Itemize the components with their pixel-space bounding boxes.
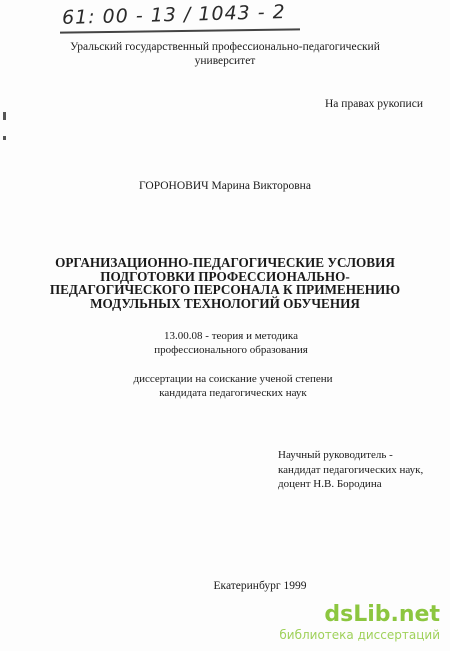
supervisor-line-2: кандидат педагогических наук, xyxy=(278,463,424,476)
university-line-2: университет xyxy=(194,55,256,67)
title-line-2: ПОДГОТОВКИ ПРОФЕССИОНАЛЬНО- xyxy=(100,268,350,284)
specialty-line-2: профессионального образования xyxy=(154,343,308,356)
city-year: Екатеринбург 1999 xyxy=(213,580,307,592)
supervisor-line-1: Научный руководитель - xyxy=(278,449,393,461)
scientific-supervisor xyxy=(278,448,423,492)
author-name: ГОРОНОВИЧ Марина Викторовна xyxy=(139,180,311,192)
title-line-4: МОДУЛЬНЫХ ТЕХНОЛОГИЙ ОБУЧЕНИЯ xyxy=(90,295,360,311)
specialty-line-1: 13.00.08 - теория и методика xyxy=(164,330,298,342)
handwritten-archive-code: 61: 00 - 13 / 1043 - 2 xyxy=(61,1,287,29)
degree-line-2: кандидата педагогических наук xyxy=(159,386,307,399)
title-line-3: ПЕДАГОГИЧЕСКОГО ПЕРСОНАЛА К ПРИМЕНЕНИЮ xyxy=(49,282,401,297)
title-line-1: ОРГАНИЗАЦИОННО-ПЕДАГОГИЧЕСКИЕ УСЛОВИЯ xyxy=(55,255,395,270)
dissertation-title xyxy=(0,256,450,310)
watermark-subtitle: библиотека диссертаций xyxy=(279,628,440,642)
manuscript-rights-note: На правах рукописи xyxy=(325,98,423,110)
specialty xyxy=(6,330,450,357)
scan-edge-mark xyxy=(3,136,6,140)
watermark-logo: dsLib.net xyxy=(324,602,440,627)
university-name xyxy=(0,40,450,68)
handwritten-underline xyxy=(60,28,300,33)
degree-statement xyxy=(8,373,450,400)
university-line-1: Уральский государственный профессионально-педагогический xyxy=(70,41,380,53)
supervisor-line-3: доцент Н.В. Бородина xyxy=(278,478,382,490)
dslib-watermark[interactable] xyxy=(279,604,440,641)
degree-line-1: диссертации на соискание ученой степени xyxy=(133,373,333,385)
scan-edge-mark xyxy=(3,112,6,120)
